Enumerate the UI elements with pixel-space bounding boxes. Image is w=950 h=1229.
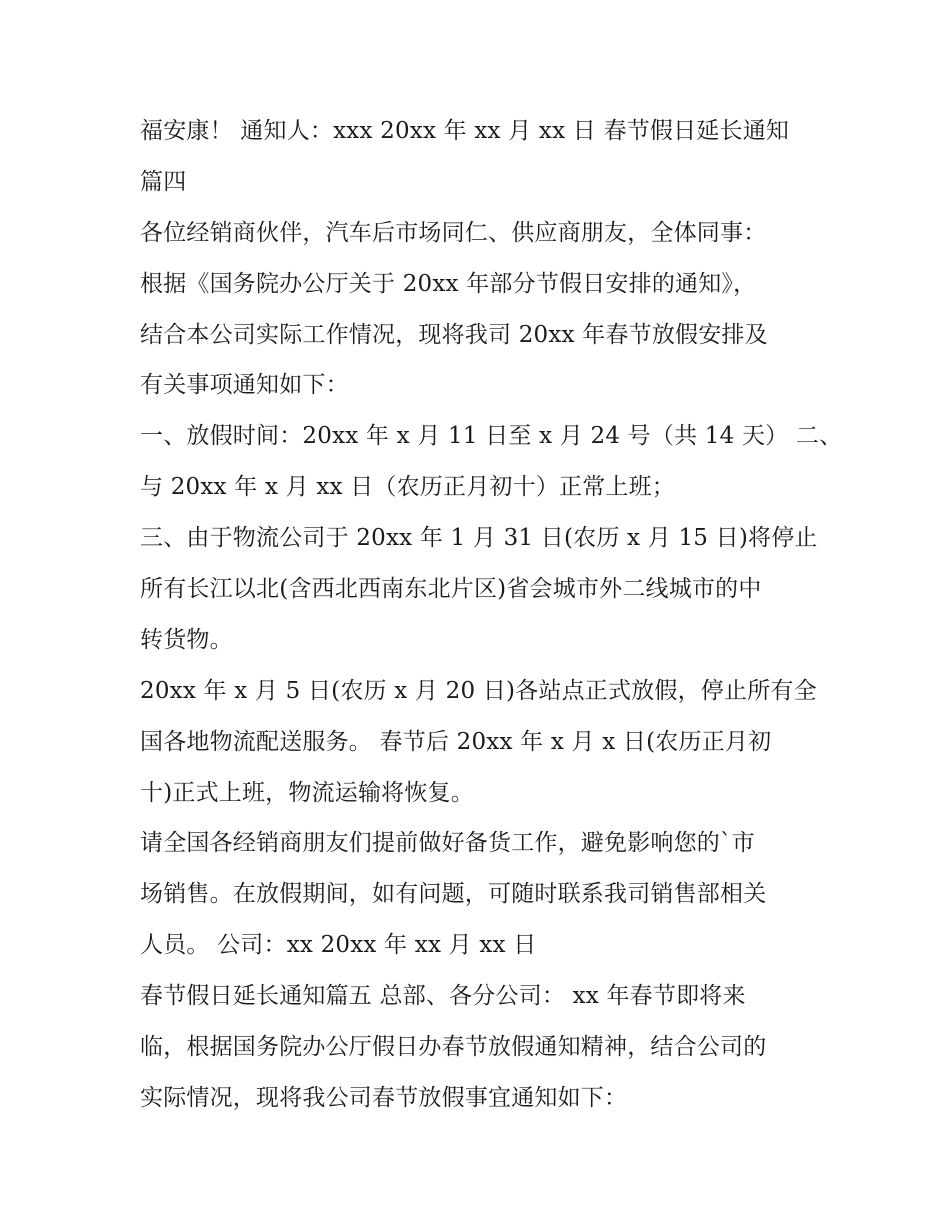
- text-line: 请全国各经销商朋友们提前做好备货工作，避免影响您的`市: [140, 830, 755, 857]
- text-line: 一、放假时间：20xx 年 x 月 11 日至 x 月 24 号（共 14 天） 二、: [140, 423, 843, 450]
- text-line: 各位经销商伙伴，汽车后市场同仁、供应商朋友，全体同事：: [140, 219, 767, 246]
- text-line: 根据《国务院办公厅关于 20xx 年部分节假日安排的通知》，: [140, 270, 757, 297]
- text-line: 有关事项通知如下：: [140, 372, 349, 399]
- text-line: 国各地物流配送服务。 春节后 20xx 年 x 月 x 日(农历正月初: [140, 728, 772, 755]
- text-line: 临，根据国务院办公厅假日办春节放假通知精神，结合公司的: [140, 1034, 767, 1061]
- text-line: 结合本公司实际工作情况，现将我司 20xx 年春节放假安排及: [140, 321, 768, 348]
- text-line: 与 20xx 年 x 月 xx 日（农历正月初十）正常上班；: [140, 474, 675, 501]
- text-line: 三、由于物流公司于 20xx 年 1 月 31 日(农历 x 月 15 日)将停止: [140, 525, 818, 552]
- text-line: 实际情况，现将我公司春节放假事宜通知如下：: [140, 1084, 628, 1111]
- text-line: 春节假日延长通知篇五 总部、各分公司： xx 年春节即将来: [140, 983, 746, 1010]
- text-line: 福安康！ 通知人：xxx 20xx 年 xx 月 xx 日 春节假日延长通知: [140, 118, 790, 144]
- text-line: 20xx 年 x 月 5 日(农历 x 月 20 日)各站点正式放假，停止所有全: [140, 677, 817, 704]
- text-line: 转货物。: [140, 626, 233, 653]
- text-line: 所有长江以北(含西北西南东北片区)省会城市外二线城市的中: [140, 576, 762, 603]
- text-line: 人员。 公司：xx 20xx 年 xx 月 xx 日: [140, 932, 537, 959]
- text-line: 篇四: [140, 168, 187, 195]
- document-body: [140, 106, 843, 1124]
- text-line: 场销售。在放假期间，如有问题，可随时联系我司销售部相关: [140, 881, 767, 908]
- text-line: 十)正式上班，物流运输将恢复。: [140, 779, 474, 806]
